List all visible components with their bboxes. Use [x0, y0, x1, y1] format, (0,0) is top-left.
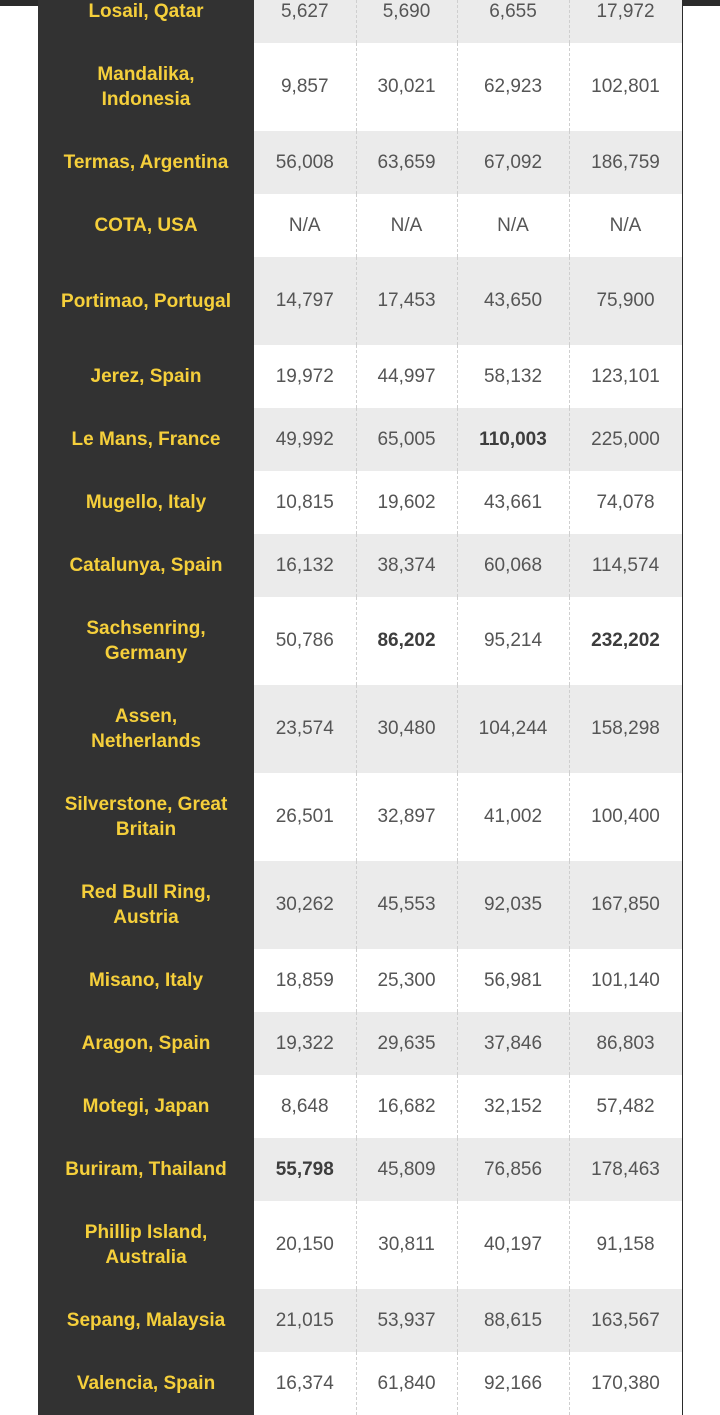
venue-cell: Portimao, Portugal	[38, 257, 254, 345]
table-row	[38, 408, 682, 471]
value-cell: 102,801	[569, 43, 682, 131]
venue-cell: COTA, USA	[38, 194, 254, 257]
venue-cell: Catalunya, Spain	[38, 534, 254, 597]
value-cell: 123,101	[569, 345, 682, 408]
value-cell: 17,972	[569, 0, 682, 43]
value-cell: 86,202	[356, 597, 457, 685]
value-cell: 58,132	[457, 345, 569, 408]
value-cell: 32,897	[356, 773, 457, 861]
table-row	[38, 773, 682, 861]
value-cell: 50,786	[254, 597, 356, 685]
table-row	[38, 194, 682, 257]
value-cell: 56,981	[457, 949, 569, 1012]
value-cell: 62,923	[457, 43, 569, 131]
attendance-table-container	[38, 0, 682, 1415]
value-cell: 170,380	[569, 1352, 682, 1415]
venue-cell: Le Mans, France	[38, 408, 254, 471]
value-cell: 43,650	[457, 257, 569, 345]
venue-cell: Valencia, Spain	[38, 1352, 254, 1415]
venue-cell: Motegi, Japan	[38, 1075, 254, 1138]
value-cell: 21,015	[254, 1289, 356, 1352]
venue-cell: Phillip Island, Australia	[38, 1201, 254, 1289]
value-cell: 44,997	[356, 345, 457, 408]
value-cell: 186,759	[569, 131, 682, 194]
table-row	[38, 257, 682, 345]
value-cell: 30,480	[356, 685, 457, 773]
value-cell: 49,992	[254, 408, 356, 471]
value-cell: 16,374	[254, 1352, 356, 1415]
value-cell: 18,859	[254, 949, 356, 1012]
value-cell: 53,937	[356, 1289, 457, 1352]
venue-cell: Aragon, Spain	[38, 1012, 254, 1075]
table-row	[38, 1012, 682, 1075]
value-cell: N/A	[569, 194, 682, 257]
table-row	[38, 1138, 682, 1201]
value-cell: 74,078	[569, 471, 682, 534]
value-cell: 10,815	[254, 471, 356, 534]
value-cell: 17,453	[356, 257, 457, 345]
venue-cell: Buriram, Thailand	[38, 1138, 254, 1201]
value-cell: 92,166	[457, 1352, 569, 1415]
value-cell: 9,857	[254, 43, 356, 131]
value-cell: 67,092	[457, 131, 569, 194]
value-cell: 91,158	[569, 1201, 682, 1289]
venue-cell: Silverstone, Great Britain	[38, 773, 254, 861]
table-row	[38, 861, 682, 949]
value-cell: 60,068	[457, 534, 569, 597]
value-cell: 43,661	[457, 471, 569, 534]
venue-cell: Termas, Argentina	[38, 131, 254, 194]
venue-cell: Mugello, Italy	[38, 471, 254, 534]
table-row	[38, 0, 682, 43]
value-cell: 14,797	[254, 257, 356, 345]
table-row	[38, 1201, 682, 1289]
value-cell: 30,811	[356, 1201, 457, 1289]
venue-cell: Red Bull Ring, Austria	[38, 861, 254, 949]
value-cell: 55,798	[254, 1138, 356, 1201]
table-row	[38, 131, 682, 194]
venue-cell: Misano, Italy	[38, 949, 254, 1012]
value-cell: 114,574	[569, 534, 682, 597]
value-cell: 61,840	[356, 1352, 457, 1415]
value-cell: 95,214	[457, 597, 569, 685]
venue-cell: Mandalika, Indonesia	[38, 43, 254, 131]
value-cell: 41,002	[457, 773, 569, 861]
value-cell: 40,197	[457, 1201, 569, 1289]
value-cell: 225,000	[569, 408, 682, 471]
value-cell: 6,655	[457, 0, 569, 43]
value-cell: N/A	[356, 194, 457, 257]
value-cell: 45,553	[356, 861, 457, 949]
value-cell: 5,627	[254, 0, 356, 43]
table-row	[38, 534, 682, 597]
value-cell: 57,482	[569, 1075, 682, 1138]
value-cell: 110,003	[457, 408, 569, 471]
value-cell: N/A	[254, 194, 356, 257]
table-row	[38, 1352, 682, 1415]
table-row	[38, 471, 682, 534]
table-row	[38, 949, 682, 1012]
table-row	[38, 43, 682, 131]
value-cell: 232,202	[569, 597, 682, 685]
table-row	[38, 597, 682, 685]
venue-cell: Jerez, Spain	[38, 345, 254, 408]
value-cell: 92,035	[457, 861, 569, 949]
value-cell: 101,140	[569, 949, 682, 1012]
venue-cell: Sepang, Malaysia	[38, 1289, 254, 1352]
value-cell: 8,648	[254, 1075, 356, 1138]
value-cell: 75,900	[569, 257, 682, 345]
value-cell: 19,322	[254, 1012, 356, 1075]
value-cell: 38,374	[356, 534, 457, 597]
value-cell: 25,300	[356, 949, 457, 1012]
value-cell: 32,152	[457, 1075, 569, 1138]
value-cell: 5,690	[356, 0, 457, 43]
value-cell: 26,501	[254, 773, 356, 861]
value-cell: 100,400	[569, 773, 682, 861]
attendance-table	[38, 0, 683, 1415]
value-cell: 76,856	[457, 1138, 569, 1201]
value-cell: 158,298	[569, 685, 682, 773]
value-cell: 167,850	[569, 861, 682, 949]
value-cell: 65,005	[356, 408, 457, 471]
table-row	[38, 345, 682, 408]
venue-cell: Assen, Netherlands	[38, 685, 254, 773]
table-body	[38, 0, 682, 1415]
value-cell: 37,846	[457, 1012, 569, 1075]
value-cell: 104,244	[457, 685, 569, 773]
value-cell: 23,574	[254, 685, 356, 773]
venue-cell: Losail, Qatar	[38, 0, 254, 43]
value-cell: N/A	[457, 194, 569, 257]
value-cell: 30,262	[254, 861, 356, 949]
value-cell: 88,615	[457, 1289, 569, 1352]
value-cell: 30,021	[356, 43, 457, 131]
table-row	[38, 1289, 682, 1352]
value-cell: 45,809	[356, 1138, 457, 1201]
value-cell: 63,659	[356, 131, 457, 194]
value-cell: 16,682	[356, 1075, 457, 1138]
value-cell: 20,150	[254, 1201, 356, 1289]
table-row	[38, 1075, 682, 1138]
value-cell: 29,635	[356, 1012, 457, 1075]
value-cell: 178,463	[569, 1138, 682, 1201]
value-cell: 16,132	[254, 534, 356, 597]
table-row	[38, 685, 682, 773]
value-cell: 19,602	[356, 471, 457, 534]
value-cell: 56,008	[254, 131, 356, 194]
value-cell: 19,972	[254, 345, 356, 408]
venue-cell: Sachsenring, Germany	[38, 597, 254, 685]
value-cell: 86,803	[569, 1012, 682, 1075]
value-cell: 163,567	[569, 1289, 682, 1352]
